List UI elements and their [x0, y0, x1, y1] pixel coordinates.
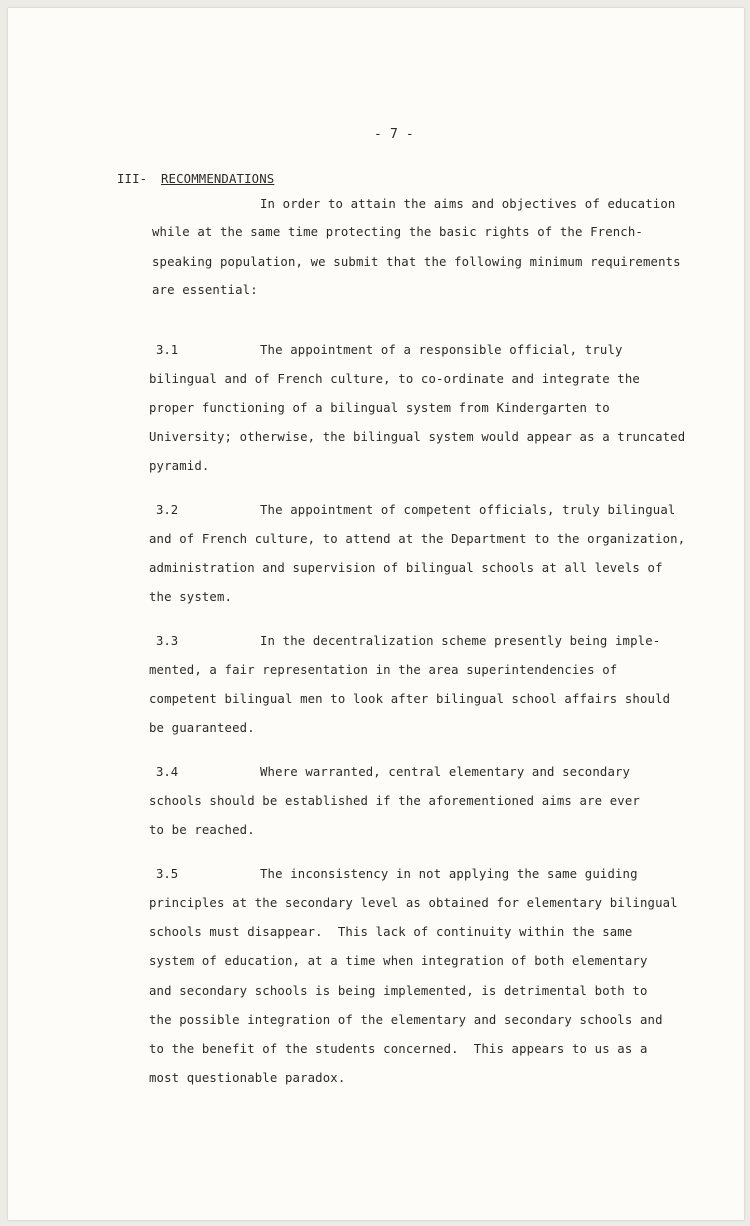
intro-line: speaking population, we submit that the following minimum requirements	[152, 255, 681, 269]
paragraph-line: be guaranteed.	[149, 721, 255, 735]
paragraph-line: bilingual and of French culture, to co-ordinate and integrate the	[149, 372, 640, 386]
paragraph-line: schools must disappear. This lack of continuity within the same	[149, 925, 633, 939]
paragraph-number: 3.5	[156, 867, 179, 881]
paragraph-line: principles at the secondary level as obtained for elementary bilingual	[149, 896, 678, 910]
paragraph-line: to be reached.	[149, 823, 255, 837]
document-page	[8, 8, 744, 1220]
section-heading: RECOMMENDATIONS	[161, 172, 275, 186]
paragraph-line: to the benefit of the students concerned. This appears to us as a	[149, 1042, 648, 1056]
paragraph-line: the system.	[149, 590, 233, 604]
page-number: - 7 -	[374, 127, 414, 142]
paragraph-line: administration and supervision of bilingual schools at all levels of	[149, 561, 663, 575]
paragraph-line: proper functioning of a bilingual system from Kindergarten to	[149, 401, 610, 415]
paragraph-line: competent bilingual men to look after bilingual school affairs should	[149, 692, 671, 706]
paragraph-line: The appointment of a responsible official, truly	[260, 343, 623, 357]
intro-line: In order to attain the aims and objectives of education	[260, 197, 676, 211]
paragraph-line: mented, a fair representation in the area superintendencies of	[149, 663, 618, 677]
intro-line: while at the same time protecting the basic rights of the French-	[152, 225, 643, 239]
paragraph-line: the possible integration of the elementary and secondary schools and	[149, 1013, 663, 1027]
paragraph-line: and of French culture, to attend at the Department to the organization,	[149, 532, 686, 546]
paragraph-line: schools should be established if the aforementioned aims are ever	[149, 794, 640, 808]
paragraph-line: University; otherwise, the bilingual system would appear as a truncated	[149, 430, 686, 444]
paragraph-number: 3.4	[156, 765, 179, 779]
paragraph-line: pyramid.	[149, 459, 210, 473]
paragraph-line: most questionable paradox.	[149, 1071, 346, 1085]
paragraph-number: 3.2	[156, 503, 179, 517]
paragraph-line: and secondary schools is being implemented, is detrimental both to	[149, 984, 648, 998]
paragraph-number: 3.3	[156, 634, 179, 648]
paragraph-number: 3.1	[156, 343, 179, 357]
section-number: III-	[117, 172, 148, 186]
intro-line: are essential:	[152, 283, 258, 297]
paragraph-line: system of education, at a time when integration of both elementary	[149, 954, 648, 968]
paragraph-line: In the decentralization scheme presently being imple-	[260, 634, 661, 648]
paragraph-line: The appointment of competent officials, truly bilingual	[260, 503, 676, 517]
paragraph-line: Where warranted, central elementary and secondary	[260, 765, 631, 779]
paragraph-line: The inconsistency in not applying the same guiding	[260, 867, 638, 881]
